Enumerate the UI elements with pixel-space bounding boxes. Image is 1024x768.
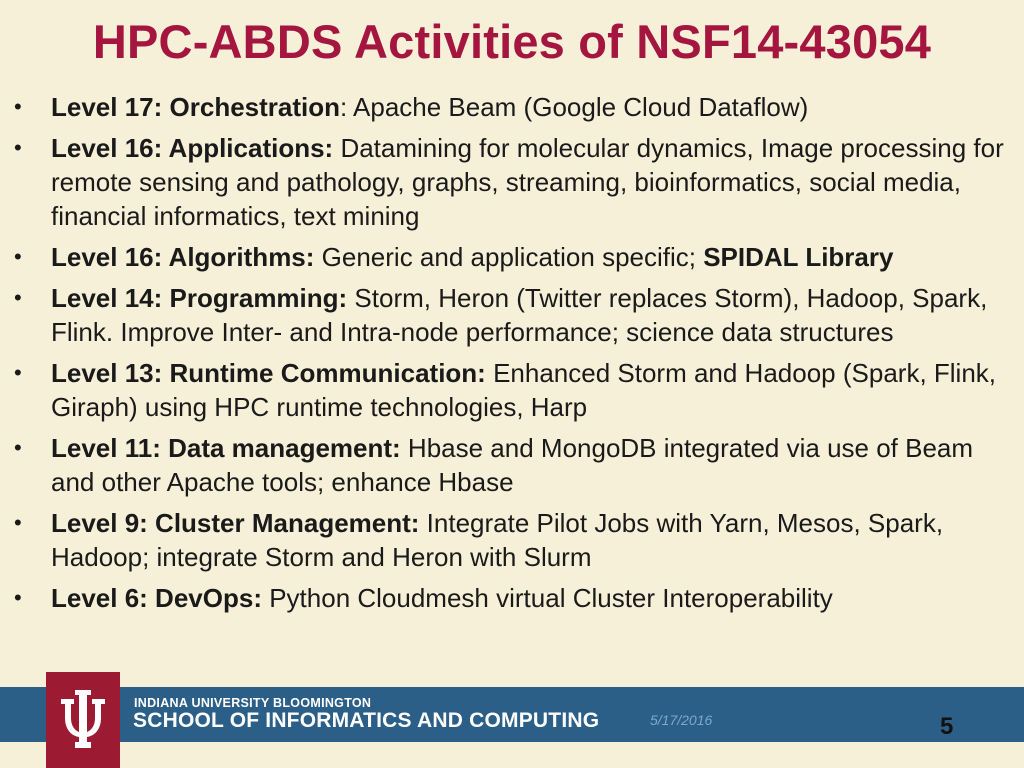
bullet-dot: • — [14, 435, 22, 460]
bullet-item — [0, 506, 1024, 574]
bullet-dot: • — [14, 135, 22, 160]
bullet-dot: • — [14, 510, 22, 535]
bullet-label: Level 9: Cluster Management: — [51, 508, 420, 538]
iu-logo — [46, 672, 120, 768]
slide-date: 5/17/2016 — [650, 712, 713, 728]
bullet-text: Python Cloudmesh virtual Cluster Interoperability — [261, 583, 833, 613]
bullet-dot: • — [14, 585, 22, 610]
bullet-text: Datamining for molecular dynamics, Image processing for remote sensing and pathology, graphs, streaming, bioinformatics, social media, financial informatics, text mining — [51, 133, 1004, 231]
bullet-item — [0, 431, 1024, 499]
bullet-text: Integrate Pilot Jobs with Yarn, Mesos, Spark, Hadoop; integrate Storm and Heron with Slurm — [51, 508, 944, 572]
bullet-dot: • — [14, 94, 22, 119]
bullet-item — [0, 581, 1024, 615]
bullet-label: Level 13: Runtime Communication: — [51, 358, 486, 388]
bullet-item — [0, 131, 1024, 233]
bullet-item — [0, 356, 1024, 424]
bullet-text: : Apache Beam (Google Cloud Dataflow) — [340, 92, 809, 122]
bullet-list — [0, 90, 1024, 622]
bullet-dot: • — [14, 244, 22, 269]
iu-trident-logo-icon — [59, 690, 107, 750]
slide-title: HPC-ABDS Activities of NSF14-43054 — [92, 15, 932, 68]
bullet-label: Level 11: Data management: — [51, 433, 401, 463]
bullet-text: Hbase and MongoDB integrated via use of Beam and other Apache tools; enhance Hbase — [51, 433, 974, 497]
bullet-text: Generic and application specific; — [314, 242, 704, 272]
bullet-label: Level 16: Algorithms: — [51, 242, 315, 272]
bullet-label: Level 16: Applications: — [51, 133, 334, 163]
bullet-text: Enhanced Storm and Hadoop (Spark, Flink, Giraph) using HPC runtime technologies, Harp — [51, 358, 997, 422]
bullet-label: Level 14: Programming: — [51, 283, 348, 313]
bullet-dot: • — [14, 360, 22, 385]
page-number: 5 — [940, 713, 954, 740]
bullet-label: Level 17: Orchestration — [51, 92, 340, 122]
school-name: SCHOOL OF INFORMATICS AND COMPUTING — [133, 709, 600, 732]
bullet-dot: • — [14, 285, 22, 310]
bullet-emphasis: SPIDAL Library — [703, 242, 894, 272]
university-name: INDIANA UNIVERSITY BLOOMINGTON — [134, 696, 372, 710]
bullet-item — [0, 240, 1024, 274]
bullet-label: Level 6: DevOps: — [51, 583, 262, 613]
bullet-item — [0, 281, 1024, 349]
footer-stripe — [0, 742, 1024, 768]
bullet-text: Storm, Heron (Twitter replaces Storm), Hadoop, Spark, Flink. Improve Inter- and Intra-node performance; science data structures — [51, 283, 988, 347]
bullet-item — [0, 90, 1024, 124]
